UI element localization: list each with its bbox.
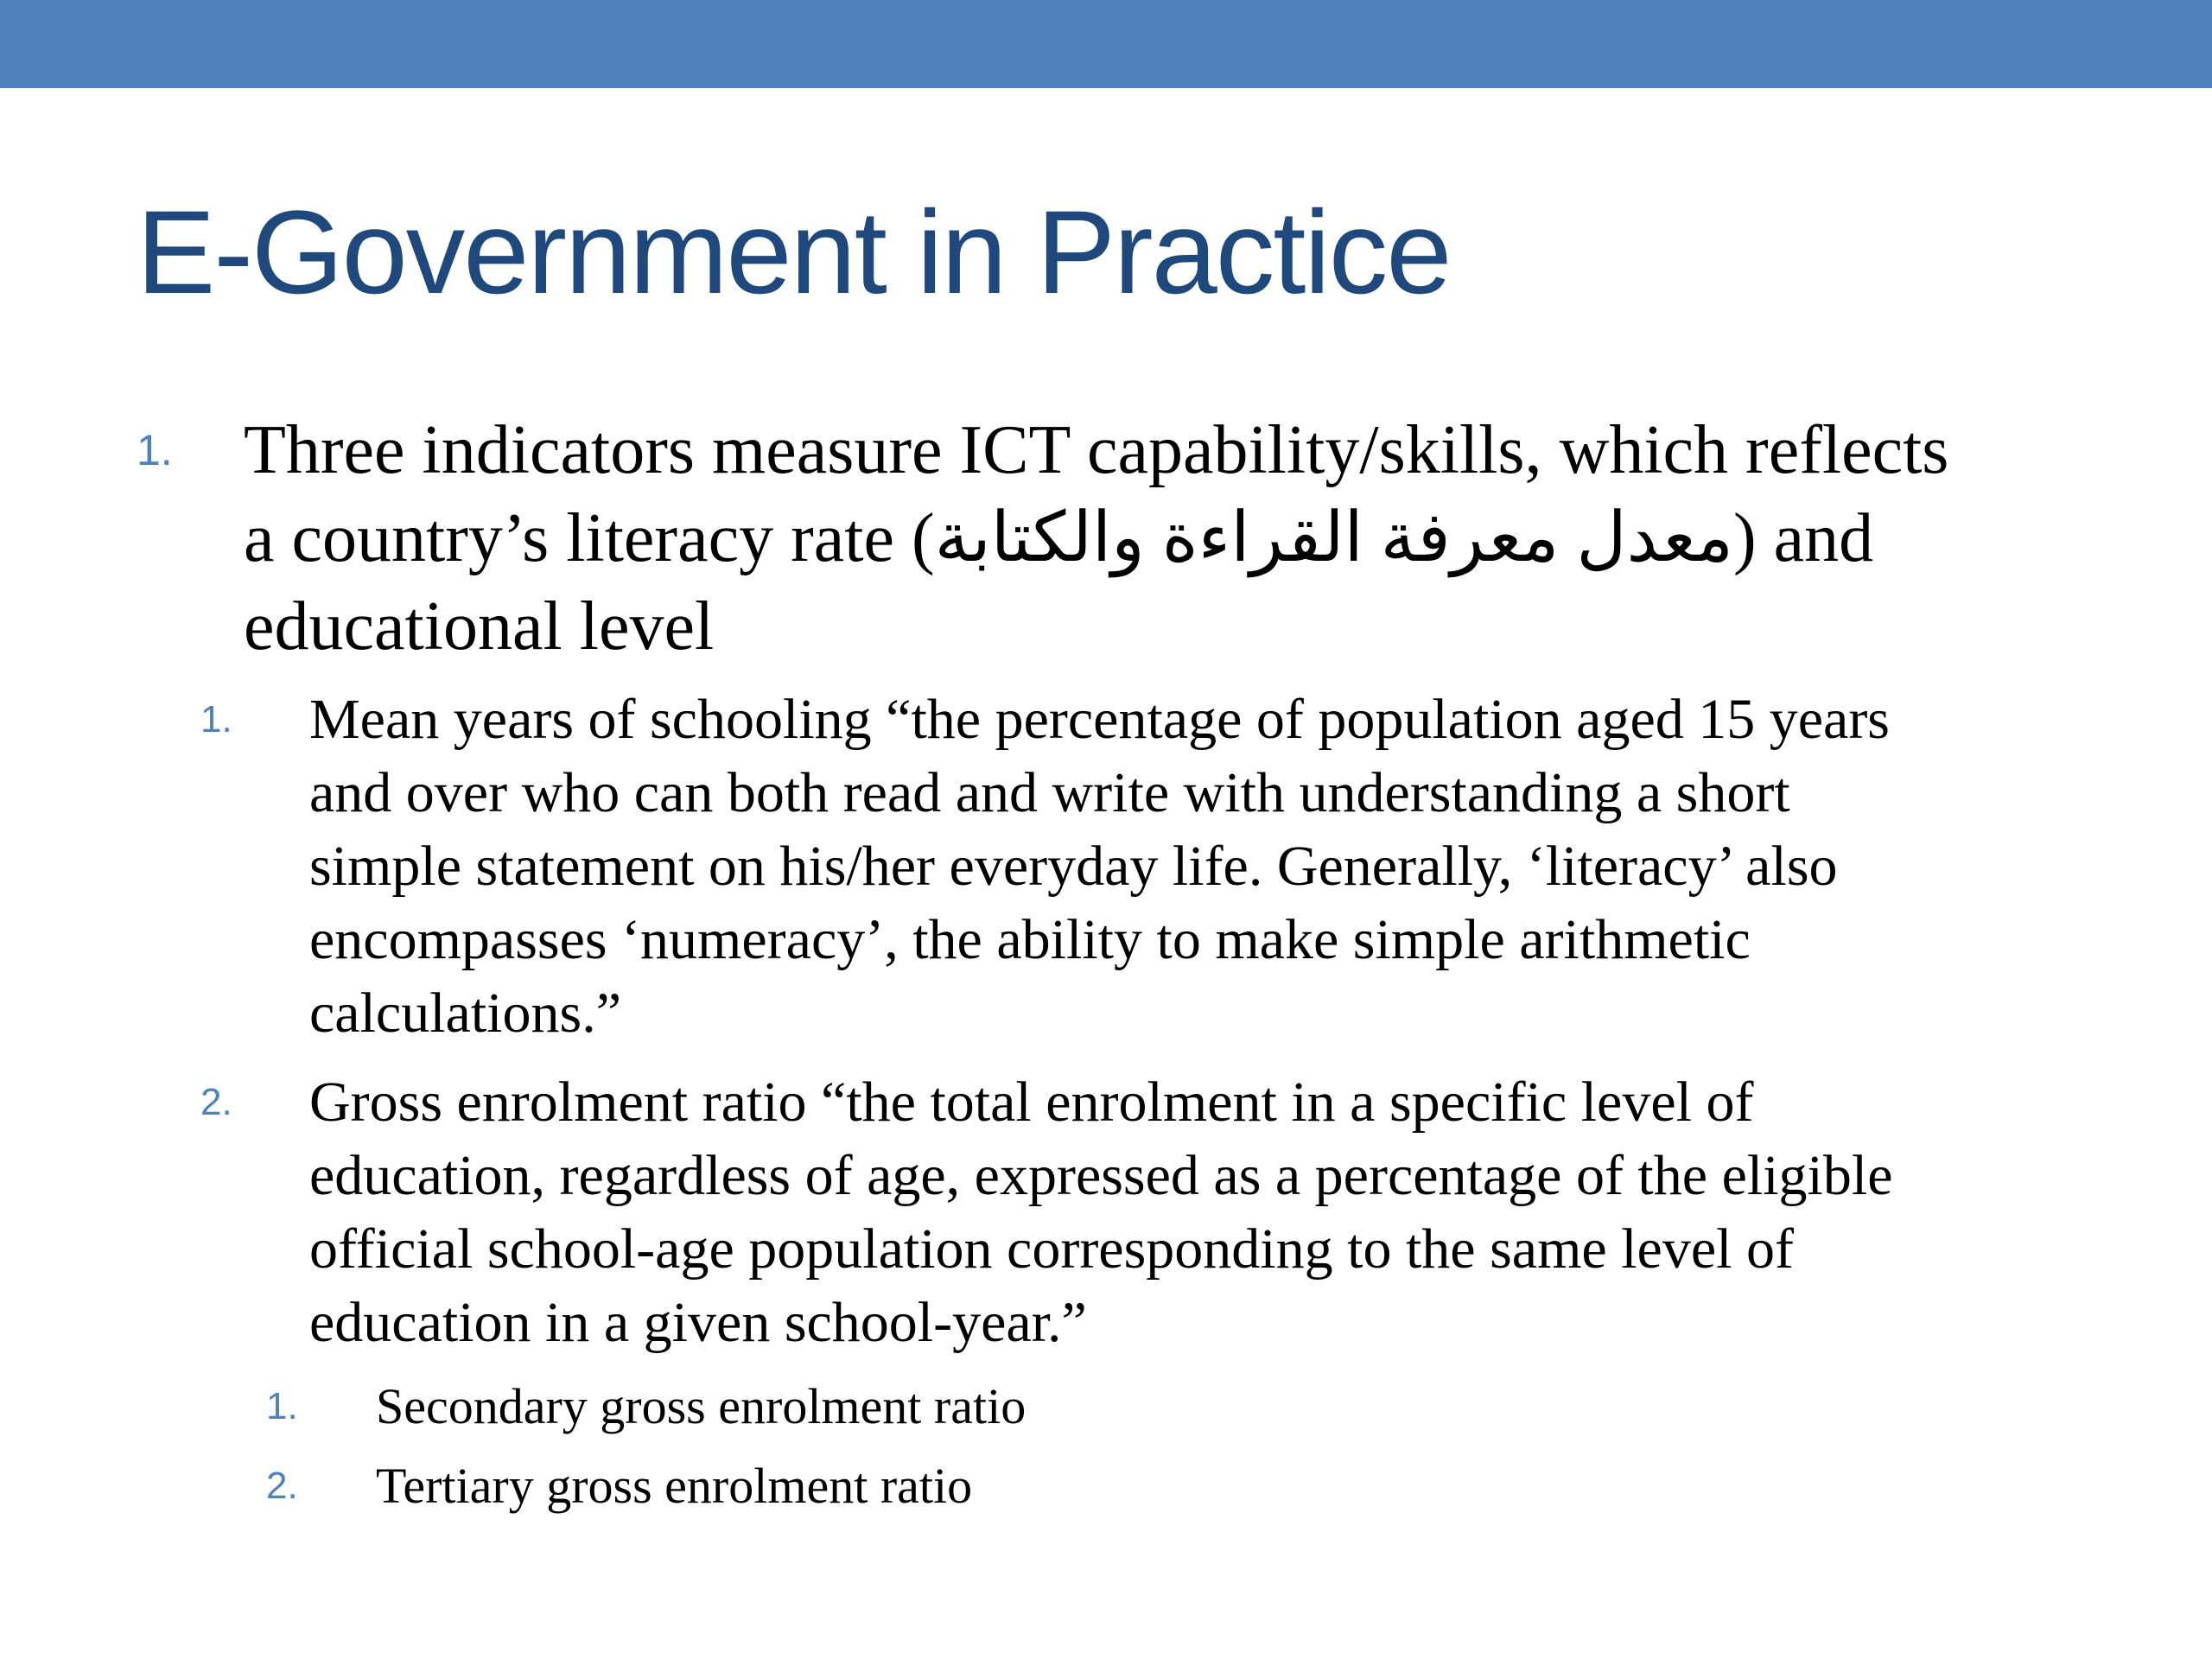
text-line-3: educational level [244, 588, 715, 664]
list-item-text [309, 683, 1890, 1050]
text-line: Tertiary gross enrolment ratio [376, 1458, 973, 1514]
text-line: calculations.” [309, 982, 622, 1045]
text-line-2-end: ) and [1732, 500, 1874, 576]
text-line: Secondary gross enrolment ratio [376, 1378, 1027, 1434]
text-line: education in a given school-year.” [309, 1291, 1087, 1354]
header-accent-bar [0, 0, 2212, 88]
text-line: simple statement on his/her everyday life. Generally, ‘literacy’ also [309, 835, 1838, 898]
text-line: encompasses ‘numeracy’, the ability to make simple arithmetic [309, 908, 1751, 971]
arabic-term: معدل معرفة القراءة والكتابة [934, 500, 1733, 576]
list-number: 1. [200, 698, 232, 741]
text-line: and over who can both read and write with understanding a short [309, 761, 1790, 824]
text-line: Mean years of schooling “the percentage of population aged 15 years [309, 688, 1890, 751]
list-number: 1. [137, 426, 173, 474]
list-number: 2. [266, 1465, 298, 1507]
list-item-text [309, 1065, 1893, 1359]
list-item-text [376, 1446, 972, 1526]
list-number: 2. [200, 1081, 232, 1123]
text-line-2-start: a country’s literacy rate ( [244, 500, 935, 576]
text-line: education, regardless of age, expressed as a percentage of the eligible [309, 1144, 1893, 1207]
text-line-2 [244, 494, 1948, 582]
list-item-text [376, 1367, 1026, 1446]
text-line-1: Three indicators measure ICT capability/skills, which reflects [244, 412, 1949, 488]
text-line: Gross enrolment ratio “the total enrolment in a specific level of [309, 1071, 1754, 1134]
slide-title: E-Government in Practice [137, 187, 1451, 319]
text-line: official school-age population corresponding to the same level of [309, 1217, 1794, 1281]
list-item-text [244, 406, 1948, 671]
list-number: 1. [266, 1385, 298, 1427]
